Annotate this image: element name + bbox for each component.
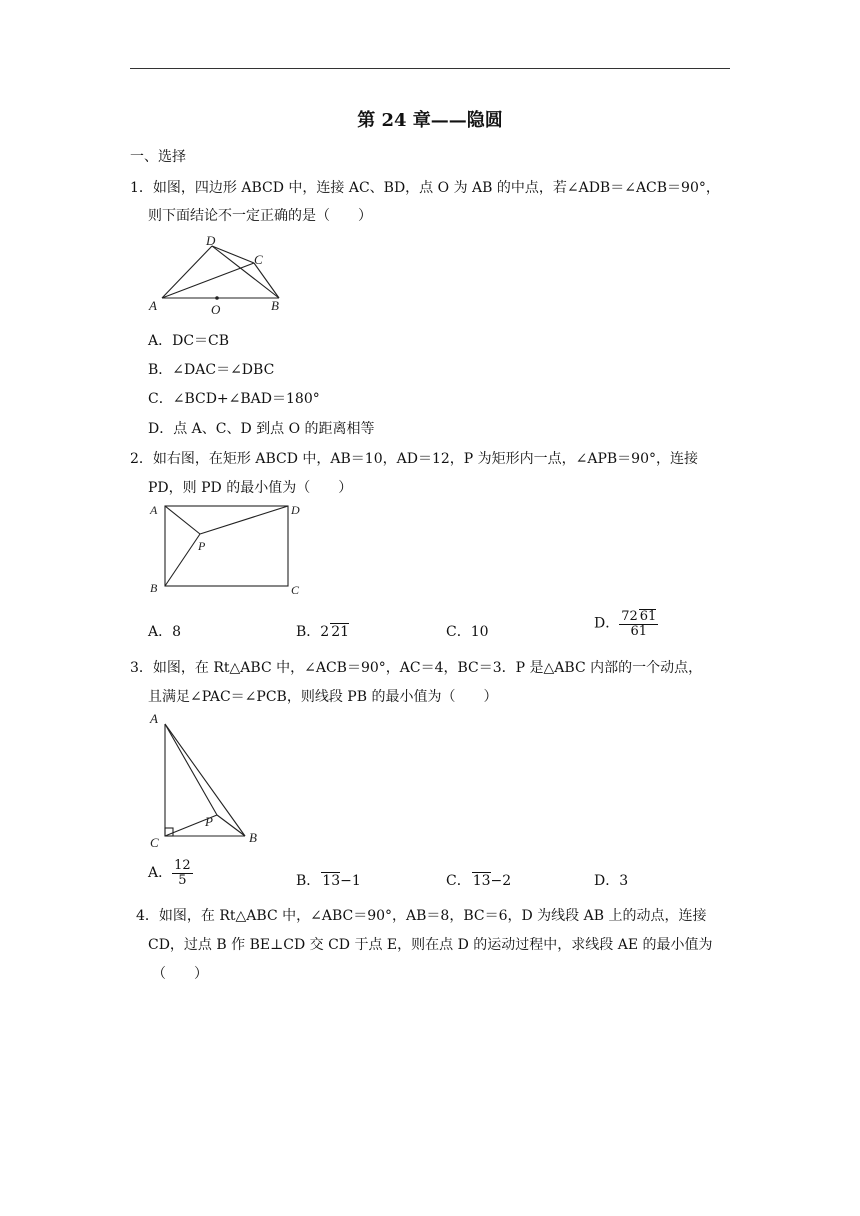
q2-option-a: A．8	[148, 624, 182, 640]
q2-seg-pb	[165, 534, 200, 586]
q1-label-a: A	[149, 298, 157, 313]
q3-option-c: C． 13−2	[446, 873, 512, 889]
q2-option-d: D． $\frac{72 61}{61}$	[594, 609, 657, 639]
q2-seg-ap	[165, 506, 200, 534]
q2-stem-line2: PD，则 PD 的最小值为（ ）	[148, 480, 353, 496]
q3-stem-line1: 3．如图，在 Rt△ABC 中，∠ACB＝90°，AC＝4，BC＝3．P 是△ABC 内部的一个动点，	[130, 660, 703, 676]
q2-label-p: P	[198, 539, 206, 553]
q2-figure	[145, 500, 310, 600]
q2-option-b: B．2 21	[296, 624, 350, 640]
q2-option-c: C．10	[446, 624, 489, 640]
q1-label-b: B	[271, 298, 279, 313]
section-heading: 一、选择	[130, 149, 186, 165]
q1-seg-dc	[212, 246, 254, 263]
q3-label-b: B	[249, 830, 257, 845]
q1-seg-ad	[162, 246, 212, 298]
q2-label-b: B	[150, 581, 158, 595]
q1-label-d: D	[206, 233, 216, 248]
q1-seg-bd	[212, 246, 279, 298]
q1-stem-line2: 则下面结论不一定正确的是（ ）	[148, 208, 372, 224]
q1-option-b: B．∠DAC＝∠DBC	[148, 362, 275, 378]
q1-figure	[148, 232, 288, 318]
q1-seg-cb	[254, 263, 279, 298]
q3-seg-ap	[165, 724, 217, 815]
q1-label-c: C	[254, 252, 263, 267]
q2-seg-pd	[200, 506, 288, 534]
q1-option-c: C．∠BCD+∠BAD＝180°	[148, 391, 320, 407]
q2-label-d: D	[291, 503, 300, 517]
q3-label-p: P	[205, 814, 213, 829]
q1-label-o: O	[211, 302, 221, 317]
q3-stem-line2: 且满足∠PAC＝∠PCB，则线段 PB 的最小值为（ ）	[148, 689, 498, 705]
q4-stem-line1: 4．如图，在 Rt△ABC 中，∠ABC＝90°，AB＝8，BC＝6，D 为线段 AB 上的动点，连接	[136, 908, 707, 924]
q3-option-d: D．3	[594, 873, 629, 889]
q3-figure	[145, 708, 265, 848]
q1-point-o	[215, 296, 219, 300]
page-title: 第 24 章——隐圆	[357, 110, 503, 131]
q3-option-b: B． 13−1	[296, 873, 361, 889]
q1-option-a: A．DC＝CB	[148, 333, 230, 349]
q3-label-c: C	[150, 835, 159, 848]
q2-stem-line1: 2．如右图，在矩形 ABCD 中，AB＝10，AD＝12，P 为矩形内一点，∠APB＝90°，连接	[130, 451, 698, 467]
q3-option-a: A． $\frac{12}{5}$	[148, 858, 191, 888]
q3-seg-pb	[217, 815, 245, 836]
q3-label-a: A	[150, 711, 158, 726]
q1-option-d: D．点 A、C、D 到点 O 的距离相等	[148, 421, 375, 437]
q4-stem-line3: （ ）	[152, 966, 208, 982]
q1-stem-line1: 1．如图，四边形 ABCD 中，连接 AC、BD，点 O 为 AB 的中点，若∠ADB＝∠ACB＝90°，	[130, 180, 720, 196]
q2-rectangle	[165, 506, 288, 586]
q2-label-a: A	[150, 503, 158, 517]
q4-stem-line2: CD，过点 B 作 BE⊥CD 交 CD 于点 E，则在点 D 的运动过程中，求线段 AE 的最小值为	[148, 937, 713, 953]
header-rule	[130, 68, 730, 69]
q2-label-c: C	[291, 583, 300, 597]
